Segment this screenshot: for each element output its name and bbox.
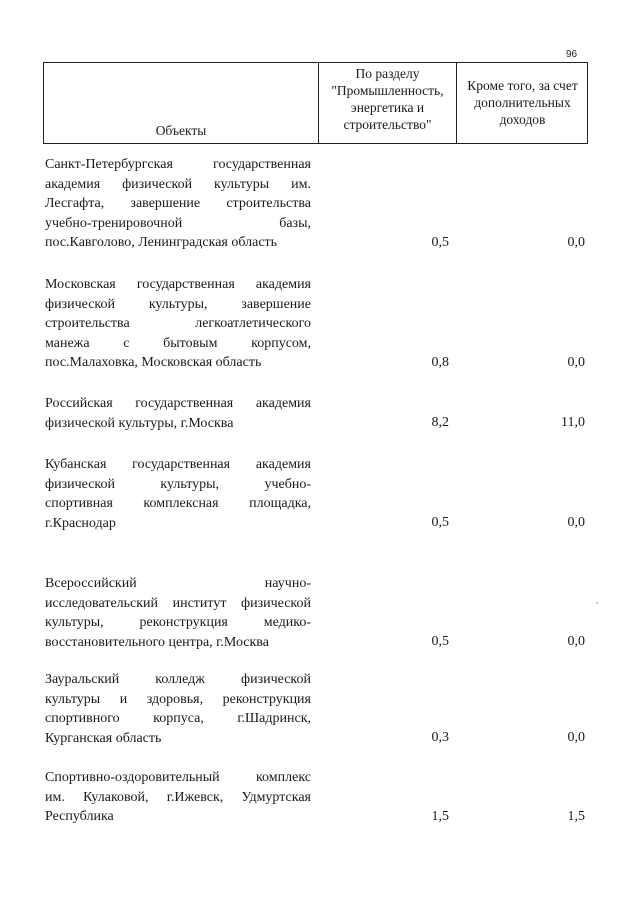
value-section: 1,5 (431, 809, 449, 824)
object-line: Московская государственная академия (45, 277, 311, 292)
object-line: Кубанская государственная академия (45, 457, 311, 472)
object-line: Спортивно-оздоровительный комплекс (45, 770, 311, 785)
header-section-line: строительство" (343, 117, 432, 132)
object-line: Всероссийский научно- (45, 576, 311, 591)
object-line: Зауральский колледж физической (45, 672, 311, 687)
object-line: спортивного корпуса, г.Шадринск, (45, 711, 311, 726)
object-line: учебно-тренировочной базы, (45, 215, 311, 231)
value-section: 0,5 (431, 235, 449, 250)
object-line: спортивная комплексная площадка, (45, 496, 311, 511)
object-description (45, 670, 311, 748)
object-description (45, 455, 311, 533)
object-line: манежа с бытовым корпусом, (45, 335, 311, 351)
header-extra-line: дополнительных (474, 95, 571, 110)
object-description (45, 768, 311, 827)
object-line: восстановительного центра, г.Москва (45, 634, 269, 650)
object-line: физической культуры, г.Москва (45, 415, 234, 431)
page-number: 96 (566, 49, 578, 60)
object-line: физической культуры, учебно- (45, 476, 311, 492)
header-extra-line: доходов (499, 112, 546, 127)
value-section: 0,5 (431, 515, 449, 530)
value-section: 8,2 (431, 415, 449, 430)
header-extra-cell (456, 63, 588, 143)
object-line: г.Краснодар (45, 515, 116, 531)
object-line: культуры, реконструкция медико- (45, 615, 311, 630)
header-objects-label: Объекты (155, 123, 207, 138)
object-line: исследовательский институт физической (45, 595, 311, 611)
header-objects-cell (44, 63, 318, 143)
value-section: 0,5 (431, 634, 449, 649)
object-line: Российская государственная академия (45, 396, 311, 411)
value-extra: 0,0 (567, 235, 585, 250)
object-line: физической культуры, завершение (45, 296, 311, 312)
object-line: им. Кулаковой, г.Ижевск, Удмуртская (45, 789, 311, 805)
object-line: строительства легкоатлетического (45, 316, 311, 331)
value-extra: 0,0 (567, 515, 585, 530)
header-section-line: По разделу (355, 66, 420, 81)
object-line: культуры и здоровья, реконструкция (45, 691, 311, 707)
object-line: Лесгафта, завершение строительства (45, 196, 311, 211)
object-description (45, 275, 311, 373)
value-section: 0,8 (431, 355, 449, 370)
header-extra-line: Кроме того, за счет (467, 78, 578, 93)
value-extra: 0,0 (567, 634, 585, 649)
header-section-line: "Промышленность, (331, 83, 444, 98)
object-description (45, 394, 311, 433)
object-line: пос.Кавголово, Ленинградская область (45, 235, 278, 250)
object-line: Курганская область (45, 730, 162, 746)
object-description (45, 155, 311, 253)
object-line: Санкт-Петербургская государственная (45, 157, 311, 172)
value-extra: 1,5 (567, 809, 585, 824)
table-header (43, 62, 588, 144)
object-line: пос.Малаховка, Московская область (45, 355, 262, 370)
scan-speck (596, 602, 598, 604)
object-description (45, 574, 311, 652)
header-section-cell (318, 63, 456, 143)
value-extra: 0,0 (567, 355, 585, 370)
object-line: академия физической культуры им. (45, 176, 311, 192)
value-extra: 11,0 (561, 415, 585, 430)
value-extra: 0,0 (567, 730, 585, 745)
header-section-line: энергетика и (350, 100, 425, 115)
value-section: 0,3 (431, 730, 449, 745)
object-line: Республика (45, 809, 114, 824)
